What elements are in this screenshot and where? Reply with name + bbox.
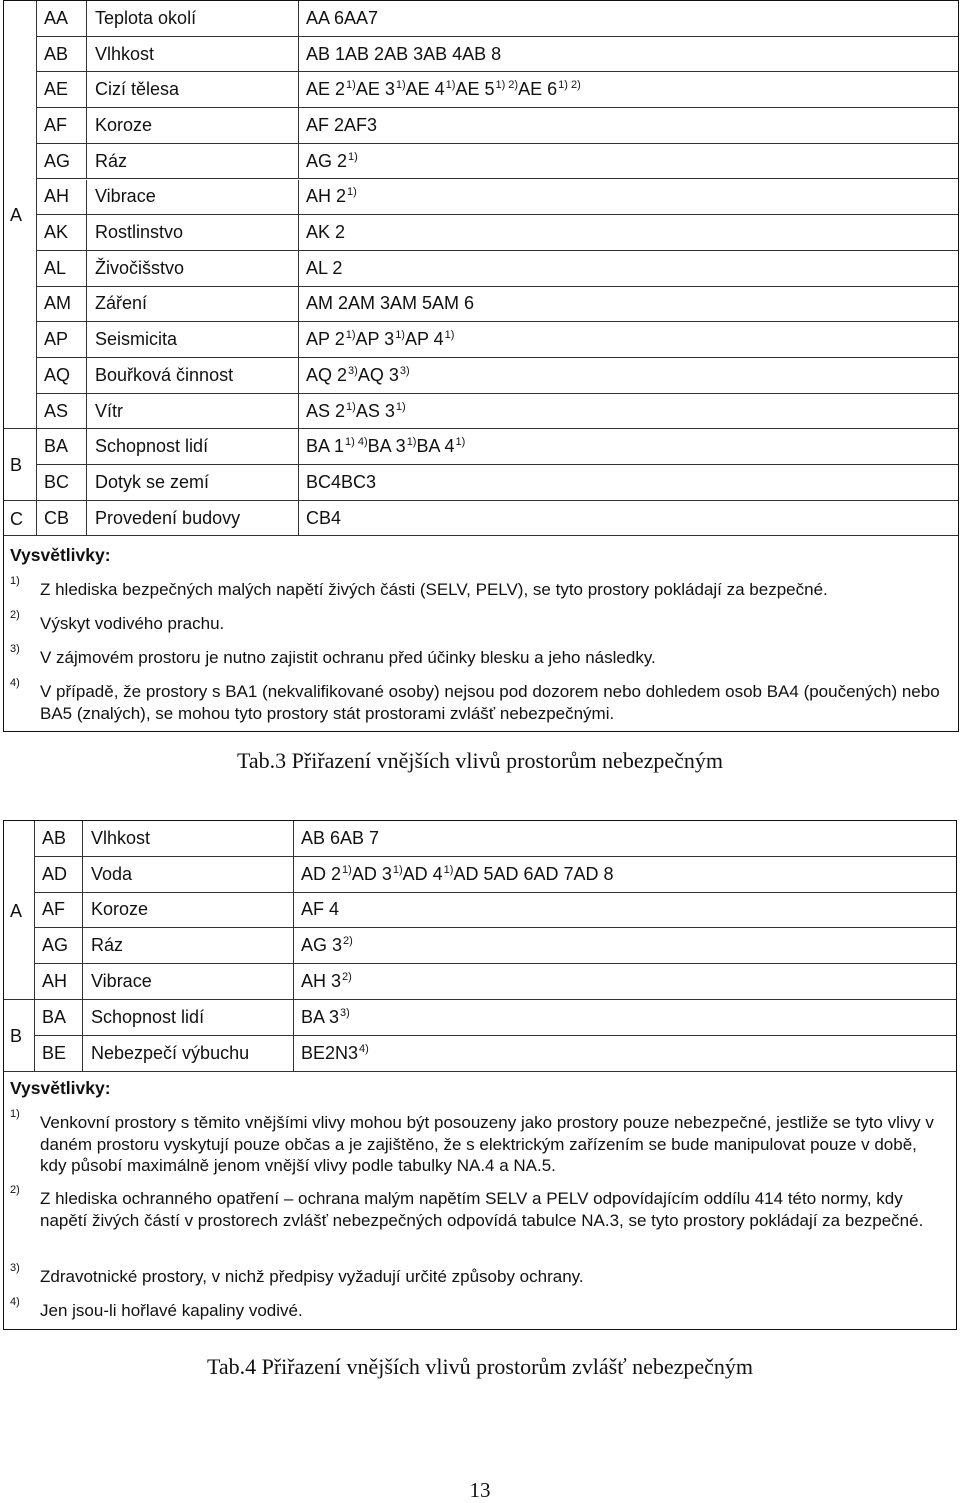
influence-class <box>306 401 356 422</box>
note-number: 1) <box>10 1108 20 1120</box>
influence-class <box>340 828 379 849</box>
influence-class <box>345 44 384 65</box>
influence-classes <box>299 465 958 500</box>
table-3-notes <box>4 537 958 731</box>
influence-code: AG <box>35 928 83 963</box>
note-text: V případě, že prostory s BA1 (nekvalifikované osoby) nejsou pod dozorem nebo dohledem osob BA4 (poučených) nebo BA5 (znalých), se mohou tyto prostory stát prostorami zvlášť nebezpečnými. <box>40 682 940 723</box>
note-text: Venkovní prostory s těmito vnějšími vlivy mohou být posouzeny jako prostory pouze nebezpečné, jestliže se tyto vlivy v daném prostoru vyskytují pouze občas a je zajištěno, že s elektrickým zařízením se bude manipulovat pouze v době, kdy působí maximálně jenom vnější vlivy podle tabulky NA.4 a NA.5. <box>40 1113 934 1175</box>
influence-name: Ráz <box>87 144 299 179</box>
note-number: 3) <box>10 643 20 655</box>
class-code: AS 2 <box>306 400 346 421</box>
group-cell <box>4 1 37 429</box>
influence-class <box>453 864 493 885</box>
influence-class <box>301 1043 369 1064</box>
note-number: 1) <box>10 575 20 587</box>
class-code: BC3 <box>341 471 377 492</box>
influence-name: Voda <box>83 857 294 892</box>
class-code: AB 1 <box>306 43 346 64</box>
influence-name: Schopnost lidí <box>83 1000 294 1035</box>
table-row <box>35 964 956 1000</box>
table-3-rows <box>4 1 958 537</box>
influence-class <box>406 79 456 100</box>
footnote-ref: 1) <box>395 329 405 342</box>
note-number: 3) <box>10 1262 20 1274</box>
influence-code: AF <box>37 108 87 143</box>
influence-code: AG <box>37 144 87 179</box>
footnote-ref: 1) <box>395 400 406 413</box>
notes-title: Vysvětlivky: <box>10 545 111 565</box>
class-code: AE 2 <box>306 79 346 100</box>
influence-classes <box>299 394 958 429</box>
influence-name: Schopnost lidí <box>87 429 299 464</box>
table-4-rows <box>4 821 956 1072</box>
footnote-ref: 1) <box>342 863 352 876</box>
table-row <box>37 180 958 216</box>
influence-class <box>306 44 345 65</box>
note-text: Zdravotnické prostory, v nichž předpisy vyžadují určité způsoby ochrany. <box>40 1267 584 1286</box>
influence-classes <box>299 72 958 107</box>
influence-classes <box>294 964 956 999</box>
influence-classes <box>294 1036 956 1071</box>
influence-code: CB <box>37 501 87 536</box>
note-number: 4) <box>10 677 20 689</box>
influence-class <box>416 436 465 457</box>
influence-classes <box>299 180 958 215</box>
influence-class <box>306 151 358 172</box>
table-row <box>37 394 958 430</box>
class-code: AM 6 <box>432 293 475 314</box>
influence-name: Koroze <box>87 108 299 143</box>
class-code: AM 5 <box>390 293 433 314</box>
class-code: AP 3 <box>355 329 395 350</box>
group-label: C <box>10 508 23 529</box>
influence-code: AH <box>37 180 87 215</box>
influence-name: Živočišstvo <box>87 251 299 286</box>
class-code: AF 2 <box>306 114 345 135</box>
class-code: AG 2 <box>306 150 348 171</box>
class-code: AQ 3 <box>357 364 399 385</box>
group-label: B <box>10 1026 23 1046</box>
note-number: 2) <box>10 1184 20 1196</box>
influence-class <box>534 864 574 885</box>
footnote-ref: 1) <box>392 863 403 876</box>
influence-code: BE <box>35 1036 83 1071</box>
influence-class <box>306 293 348 314</box>
class-code: AE 4 <box>405 79 445 100</box>
footnote-ref: 1) <box>346 79 356 92</box>
footnote-ref: 1) <box>347 186 357 199</box>
footnote-ref: 1) <box>395 79 406 92</box>
influence-class <box>306 508 341 529</box>
influence-class <box>403 864 454 885</box>
class-code: CB4 <box>306 507 342 528</box>
influence-class <box>306 365 358 386</box>
table-row <box>37 37 958 73</box>
footnote-ref: 1) <box>345 329 356 342</box>
footnote-ref: 3) <box>399 364 410 377</box>
group-label: A <box>10 901 23 921</box>
table-3-caption: Tab.3 Přiřazení vnějších vlivů prostorům nebezpečným <box>237 748 723 773</box>
influence-code: AA <box>37 1 87 36</box>
table-row <box>35 928 956 964</box>
influence-name: Bouřková činnost <box>87 358 299 393</box>
class-code: AP 2 <box>306 329 345 350</box>
influence-class <box>462 44 501 65</box>
table-row <box>37 1 958 37</box>
table-row <box>35 857 956 893</box>
table-row <box>37 358 958 394</box>
influence-class <box>344 115 377 136</box>
influence-name: Vibrace <box>83 964 294 999</box>
influence-classes <box>299 501 958 536</box>
class-code: BA 1 <box>306 436 345 457</box>
influence-class <box>352 864 403 885</box>
influence-code: AM <box>37 287 87 322</box>
influence-class <box>301 935 353 956</box>
class-code: AK 2 <box>306 222 346 243</box>
note-number: 4) <box>10 1296 20 1308</box>
influence-class <box>493 864 533 885</box>
group-cell <box>4 1000 35 1072</box>
influence-classes <box>299 1 958 36</box>
class-code: AB 4 <box>423 43 463 64</box>
footnote-ref: 1) <box>444 329 455 342</box>
class-code: AQ 2 <box>306 364 348 385</box>
table-3 <box>3 0 959 732</box>
influence-class <box>301 899 339 920</box>
footnote-ref: 1) 2) <box>495 79 519 92</box>
influence-class <box>356 79 406 100</box>
influence-name: Teplota okolí <box>87 1 299 36</box>
influence-code: AS <box>37 394 87 429</box>
table-row <box>37 501 958 537</box>
influence-code: AH <box>35 964 83 999</box>
influence-classes <box>299 215 958 250</box>
influence-class <box>306 258 342 279</box>
class-code: BA 3 <box>301 1006 340 1027</box>
influence-class <box>301 971 352 992</box>
class-code: AS 3 <box>355 400 395 421</box>
footnote-ref: 1) <box>443 863 454 876</box>
influence-name: Seismicita <box>87 322 299 357</box>
influence-name: Rostlinstvo <box>87 215 299 250</box>
influence-name: Nebezpečí výbuchu <box>83 1036 294 1071</box>
influence-class <box>423 44 462 65</box>
influence-name: Dotyk se zemí <box>87 465 299 500</box>
note-text: V zájmovém prostoru je nutno zajistit ochranu před účinky blesku a jeho následky. <box>40 648 656 667</box>
influence-code: AB <box>35 821 83 856</box>
class-code: AD 6 <box>493 863 534 884</box>
influence-class <box>306 222 345 243</box>
table-4 <box>3 820 957 1330</box>
footnote-ref: 4) <box>359 1042 369 1055</box>
influence-classes <box>299 429 958 464</box>
footnote-ref: 1) <box>445 79 456 92</box>
class-code: AM 2 <box>306 293 349 314</box>
influence-class <box>574 864 614 885</box>
class-code: AD 7 <box>533 863 574 884</box>
class-code: AB 8 <box>462 43 502 64</box>
influence-classes <box>294 1000 956 1035</box>
class-code: AB 3 <box>384 43 424 64</box>
table-row <box>35 1036 956 1072</box>
footnote-ref: 1) <box>346 400 356 413</box>
group-cell <box>4 429 37 500</box>
influence-code: BA <box>35 1000 83 1035</box>
influence-class <box>356 401 406 422</box>
class-code: AP 4 <box>404 329 444 350</box>
influence-classes <box>299 287 958 322</box>
influence-class <box>301 864 352 885</box>
influence-class <box>301 1007 350 1028</box>
note-text: Z hlediska ochranného opatření – ochrana malým napětím SELV a PELV odpovídajícím oddílu 414 této normy, kdy napětí živých částí v prostorech zvlášť nebezpečných odpovídá tabulce NA.3, se tyto prostory pokládají za bezpečné. <box>40 1189 924 1230</box>
influence-class <box>390 293 432 314</box>
table-row <box>37 108 958 144</box>
influence-name: Cizí tělesa <box>87 72 299 107</box>
class-code: AG 3 <box>301 935 343 956</box>
class-code: AA7 <box>344 7 379 28</box>
footnote-ref: 1) <box>455 436 466 449</box>
table-4-notes <box>4 1072 956 1329</box>
notes-title: Vysvětlivky: <box>10 1078 111 1098</box>
influence-classes <box>299 108 958 143</box>
influence-code: BA <box>37 429 87 464</box>
influence-class <box>355 329 404 350</box>
note-text: Výskyt vodivého prachu. <box>40 614 225 633</box>
class-code: AH 3 <box>301 971 342 992</box>
note-text: Z hlediska bezpečných malých napětí živých části (SELV, PELV), se tyto prostory pokládají za bezpečné. <box>40 580 828 599</box>
class-code: AE 6 <box>518 79 558 100</box>
class-code: AD 4 <box>402 863 443 884</box>
table-row <box>37 72 958 108</box>
influence-classes <box>299 37 958 72</box>
footnote-ref: 3) <box>340 1006 350 1019</box>
influence-class <box>306 472 341 493</box>
table-row <box>35 893 956 929</box>
influence-name: Vlhkost <box>83 821 294 856</box>
influence-code: BC <box>37 465 87 500</box>
table-row <box>37 429 958 465</box>
influence-name: Vítr <box>87 394 299 429</box>
influence-name: Vibrace <box>87 180 299 215</box>
influence-classes <box>299 358 958 393</box>
influence-name: Ráz <box>83 928 294 963</box>
influence-code: AK <box>37 215 87 250</box>
class-code: BA 3 <box>367 436 406 457</box>
influence-code: AF <box>35 893 83 928</box>
influence-classes <box>299 251 958 286</box>
class-code: AM 3 <box>348 293 391 314</box>
influence-code: AL <box>37 251 87 286</box>
class-code: AF 4 <box>301 899 340 920</box>
footnote-ref: 3) <box>348 364 358 377</box>
class-code: AE 3 <box>355 79 395 100</box>
class-code: AD 3 <box>351 863 392 884</box>
group-label: A <box>10 205 23 225</box>
footnote-ref: 1) 2) <box>558 79 581 92</box>
influence-class <box>301 828 340 849</box>
influence-class <box>306 79 356 100</box>
influence-code: AD <box>35 857 83 892</box>
page-number: 13 <box>469 1478 491 1502</box>
influence-class <box>306 436 368 457</box>
influence-class <box>306 186 357 207</box>
influence-name: Vlhkost <box>87 37 299 72</box>
footnote-ref: 1) <box>406 436 417 449</box>
influence-class <box>518 79 581 100</box>
influence-classes <box>294 893 956 928</box>
class-code: AB 6 <box>301 827 341 848</box>
class-code: BE2N3 <box>301 1042 359 1063</box>
influence-class <box>306 329 355 350</box>
table-row <box>37 144 958 180</box>
table-row <box>35 821 956 857</box>
influence-code: AE <box>37 72 87 107</box>
class-code: BA 4 <box>416 436 455 457</box>
influence-class <box>348 293 390 314</box>
influence-class <box>358 365 410 386</box>
class-code: AF3 <box>344 114 378 135</box>
class-code: AH 2 <box>306 186 347 207</box>
table-row <box>37 287 958 323</box>
class-code: AB 7 <box>340 827 380 848</box>
class-code: AA 6 <box>306 7 345 28</box>
influence-code: AP <box>37 322 87 357</box>
table-row <box>37 322 958 358</box>
footnote-ref: 2) <box>343 935 353 948</box>
influence-classes <box>294 928 956 963</box>
footnote-ref: 1) <box>348 150 358 163</box>
influence-code: AB <box>37 37 87 72</box>
influence-name: Koroze <box>83 893 294 928</box>
influence-class <box>455 79 518 100</box>
influence-classes <box>299 322 958 357</box>
influence-classes <box>294 821 956 856</box>
influence-class <box>384 44 423 65</box>
table-row <box>35 1000 956 1036</box>
influence-name: Záření <box>87 287 299 322</box>
class-code: AD 2 <box>301 863 342 884</box>
influence-name: Provedení budovy <box>87 501 299 536</box>
class-code: BC4 <box>306 471 342 492</box>
group-cell <box>4 821 35 1000</box>
influence-class <box>405 329 454 350</box>
class-code: AL 2 <box>306 257 343 278</box>
footnote-ref: 2) <box>342 971 352 984</box>
footnote-ref: 1) 4) <box>345 436 368 449</box>
class-code: AD 8 <box>573 863 614 884</box>
influence-class <box>341 472 376 493</box>
influence-classes <box>294 857 956 892</box>
class-code: AE 5 <box>455 79 495 100</box>
class-code: AD 5 <box>453 863 494 884</box>
influence-code: AQ <box>37 358 87 393</box>
group-label: B <box>10 455 23 476</box>
influence-class <box>306 115 344 136</box>
group-cell <box>4 501 37 537</box>
note-number: 2) <box>10 609 20 621</box>
class-code: AB 2 <box>345 43 385 64</box>
influence-class <box>432 293 474 314</box>
table-4-caption: Tab.4 Přiřazení vnějších vlivů prostorům zvlášť nebezpečným <box>206 1354 754 1379</box>
table-row <box>37 465 958 501</box>
note-text: Jen jsou-li hořlavé kapaliny vodivé. <box>40 1301 303 1320</box>
influence-class <box>306 8 344 29</box>
influence-class <box>368 436 417 457</box>
table-row <box>37 215 958 251</box>
influence-class <box>344 8 378 29</box>
influence-classes <box>299 144 958 179</box>
table-row <box>37 251 958 287</box>
